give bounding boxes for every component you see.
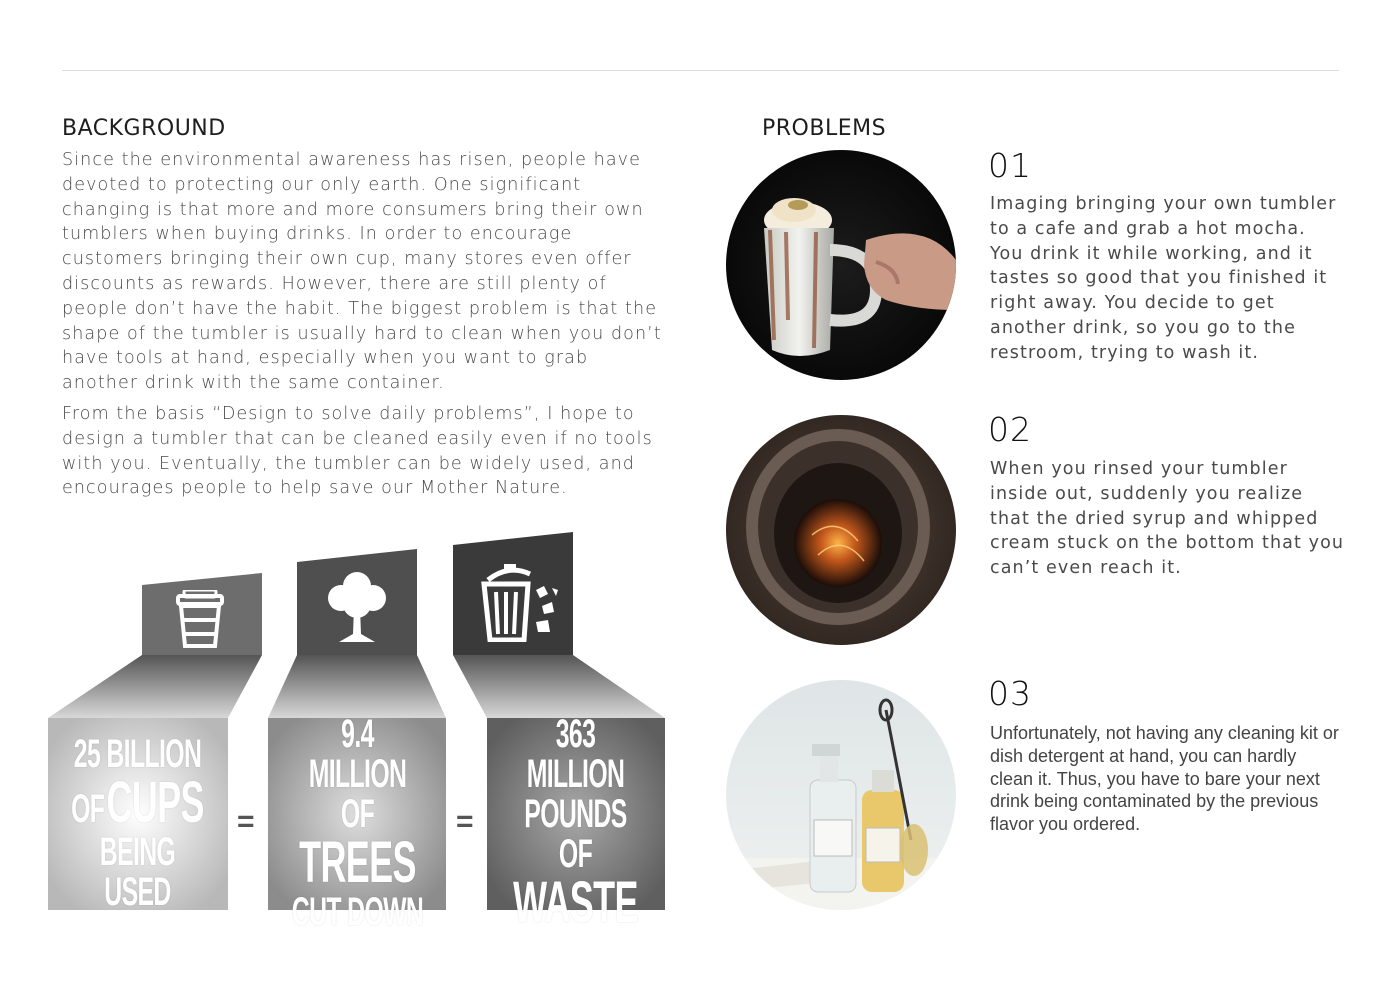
cup-icon [170,590,230,650]
stat-waste-line2: POUNDS OF [524,791,627,876]
trash-icon [478,560,564,642]
top-divider [62,70,1339,71]
problems-heading: PROBLEMS [762,116,887,142]
stat-cups-line1: 25 BILLION [73,731,202,776]
stat-trees-line3: CUT DOWN [291,889,424,934]
mocha-mug-image [726,150,956,380]
cleaning-products-image [726,680,956,910]
stat-trees-line2: OF TREES [299,791,416,895]
problem-text-3: Unfortunately, not having any cleaning kit or dish detergent at hand, you can hardly clean it. Thus, you have to bare your next drink being contaminated by the previous flavor you ordered. [990,723,1339,835]
background-heading: BACKGROUND [62,116,226,142]
stat-cups [71,731,204,914]
stat-waste [509,711,642,935]
problem-number-3: 03 [988,674,1032,713]
problem-number-1: 01 [988,146,1032,185]
problem-text-1: Imaging bringing your own tumbler to a cafe and grab a hot mocha. You drink it while working, and it tastes so good that you finished it right away. You decide to get another drink, so you go to the restroom, trying to wash it. [990,194,1337,363]
problem-number-2: 02 [988,410,1032,449]
equals-sign-2: = [456,805,474,838]
stat-trees-line1: 9.4 MILLION [308,711,407,796]
tree-icon [325,568,389,644]
stat-cups-line2: OF CUPS [71,769,204,835]
stat-cups-line3: BEING USED [99,829,176,914]
equals-sign-1: = [237,805,255,838]
stat-waste-line3: WASTE [513,869,638,935]
tumbler-inside-image [726,415,956,645]
background-paragraph-1: Since the environmental awareness has risen, people have devoted to protecting our only earth. One significant changing is that more and more consumers bring their own tumblers when buying drinks. In order to encourage customers bringing their own cup, many stores even offer discounts as rewards. However, there are still plenty of people don’t have the habit. The biggest problem is that the shape of the tumbler is usually hard to clean when you don’t have tools at hand, especially when you want to grab another drink with the same container. [62,150,662,394]
stat-waste-line1: 363 MILLION [526,711,625,796]
problem-text-2: When you rinsed your tumbler inside out, suddenly you realize that the dried syrup and whipped cream stuck on the bottom that you can’t even reach it. [990,459,1345,579]
stat-trees [291,711,424,934]
background-paragraph-2: From the basis “Design to solve daily problems”, I hope to design a tumbler that can be cleaned easily even if no tools with you. Eventually, the tumbler can be widely used, and encourages people to help save our Mother Nature. [62,404,653,499]
